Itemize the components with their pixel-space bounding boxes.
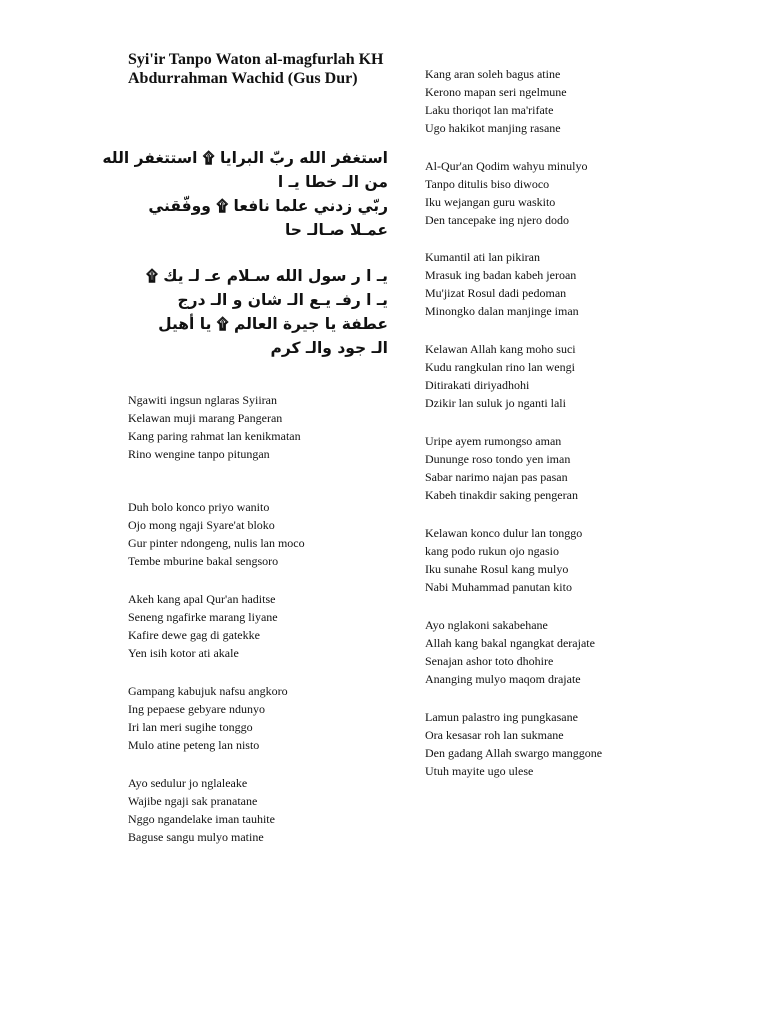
arabic-line: ربّي زدني علما نافعا ۩ ووفّقني [148,197,388,215]
verse-line: Mu'jizat Rosul dadi pedoman [425,286,567,300]
verse-line: Baguse sangu mulyo matine [128,830,264,844]
verse-line: Ing pepaese gebyare ndunyo [128,702,265,716]
verse-line: Kang aran soleh bagus atine [425,67,561,81]
arabic-line: من الـ خطا يـ ا [277,173,388,191]
verse-line: Senajan ashor toto dhohire [425,654,554,668]
stanza-right-7 [425,616,595,688]
verse-line: Lamun palastro ing pungkasane [425,710,578,724]
stanza-right-1 [425,65,567,137]
arabic-line: يـ ا رفـ يـع الـ شان و الـ درج [177,291,388,309]
stanza-left-1 [128,391,301,463]
arabic-line: عمـلا صـالـ حا [284,221,388,239]
stanza-right-3 [425,248,579,320]
arabic-verse-block-2 [126,264,388,360]
verse-line: Wajibe ngaji sak pranatane [128,794,258,808]
verse-line: Iku wejangan guru waskito [425,195,556,209]
verse-line: Ngawiti ingsun nglaras Syiiran [128,393,277,407]
verse-line: Kudu rangkulan rino lan wengi [425,360,575,374]
verse-line: Seneng ngafirke marang liyane [128,610,278,624]
verse-line: Ananging mulyo maqom drajate [425,672,581,686]
verse-line: Nabi Muhammad panutan kito [425,580,572,594]
verse-line: Dununge roso tondo yen iman [425,452,571,466]
verse-line: Den tancepake ing njero dodo [425,213,569,227]
stanza-right-2 [425,157,587,229]
verse-line: Duh bolo konco priyo wanito [128,500,270,514]
verse-line: Kelawan Allah kang moho suci [425,342,576,356]
verse-line: Nggo ngandelake iman tauhite [128,812,275,826]
stanza-right-4 [425,340,576,412]
arabic-line: عطفة يا جيرة العالم ۩ يا أهيل [158,315,388,333]
verse-line: Gampang kabujuk nafsu angkoro [128,684,288,698]
stanza-left-5 [128,774,275,846]
arabic-verse-block-1 [102,146,388,242]
stanza-left-4 [128,682,288,754]
verse-line: Ojo mong ngaji Syare'at bloko [128,518,275,532]
verse-line: Kelawan konco dulur lan tonggo [425,526,583,540]
arabic-line: الـ جود والـ كرم [270,339,388,357]
stanza-left-3 [128,590,278,662]
verse-line: Den gadang Allah swargo manggone [425,746,603,760]
verse-line: Kang paring rahmat lan kenikmatan [128,429,301,443]
verse-line: Ditirakati diriyadhohi [425,378,530,392]
stanza-right-8 [425,708,602,780]
verse-line: Ora kesasar roh lan sukmane [425,728,564,742]
verse-line: Allah kang bakal ngangkat derajate [425,636,595,650]
verse-line: Ayo nglakoni sakabehane [425,618,548,632]
verse-line: Kerono mapan seri ngelmune [425,85,567,99]
verse-line: Tembe mburine bakal sengsoro [128,554,279,568]
verse-line: Yen isih kotor ati akale [128,646,239,660]
document-title: Syi'ir Tanpo Waton al-magfurlah KH Abdurrahman Wachid (Gus Dur) [128,51,384,87]
verse-line: Kumantil ati lan pikiran [425,250,540,264]
verse-line: Mrasuk ing badan kabeh jeroan [425,268,577,282]
verse-line: kang podo rukun ojo ngasio [425,544,559,558]
verse-line: Tanpo ditulis biso diwoco [425,177,550,191]
stanza-right-5 [425,432,578,504]
arabic-line: استغفر الله ربّ البرايا ۩ استتغفر الله [102,149,388,167]
verse-line: Minongko dalan manjinge iman [425,304,579,318]
verse-line: Ayo sedulur jo nglaleake [128,776,248,790]
verse-line: Al-Qur'an Qodim wahyu minulyo [425,159,588,173]
verse-line: Iku sunahe Rosul kang mulyo [425,562,569,576]
verse-line: Kabeh tinakdir saking pengeran [425,488,578,502]
verse-line: Kafire dewe gag di gatekke [128,628,260,642]
verse-line: Sabar narimo najan pas pasan [425,470,568,484]
verse-line: Utuh mayite ugo ulese [425,764,534,778]
stanza-left-2 [128,498,305,570]
verse-line: Akeh kang apal Qur'an haditse [128,592,276,606]
verse-line: Iri lan meri sugihe tonggo [128,720,253,734]
verse-line: Uripe ayem rumongso aman [425,434,562,448]
verse-line: Ugo hakikot manjing rasane [425,121,561,135]
verse-line: Dzikir lan suluk jo nganti lali [425,396,566,410]
verse-line: Kelawan muji marang Pangeran [128,411,283,425]
arabic-line: يـ ا ر سول الله سـلام عـ لـ يك ۩ [146,267,388,285]
verse-line: Laku thoriqot lan ma'rifate [425,103,554,117]
stanza-right-6 [425,524,582,596]
verse-line: Rino wengine tanpo pitungan [128,447,270,461]
verse-line: Mulo atine peteng lan nisto [128,738,260,752]
verse-line: Gur pinter ndongeng, nulis lan moco [128,536,305,550]
